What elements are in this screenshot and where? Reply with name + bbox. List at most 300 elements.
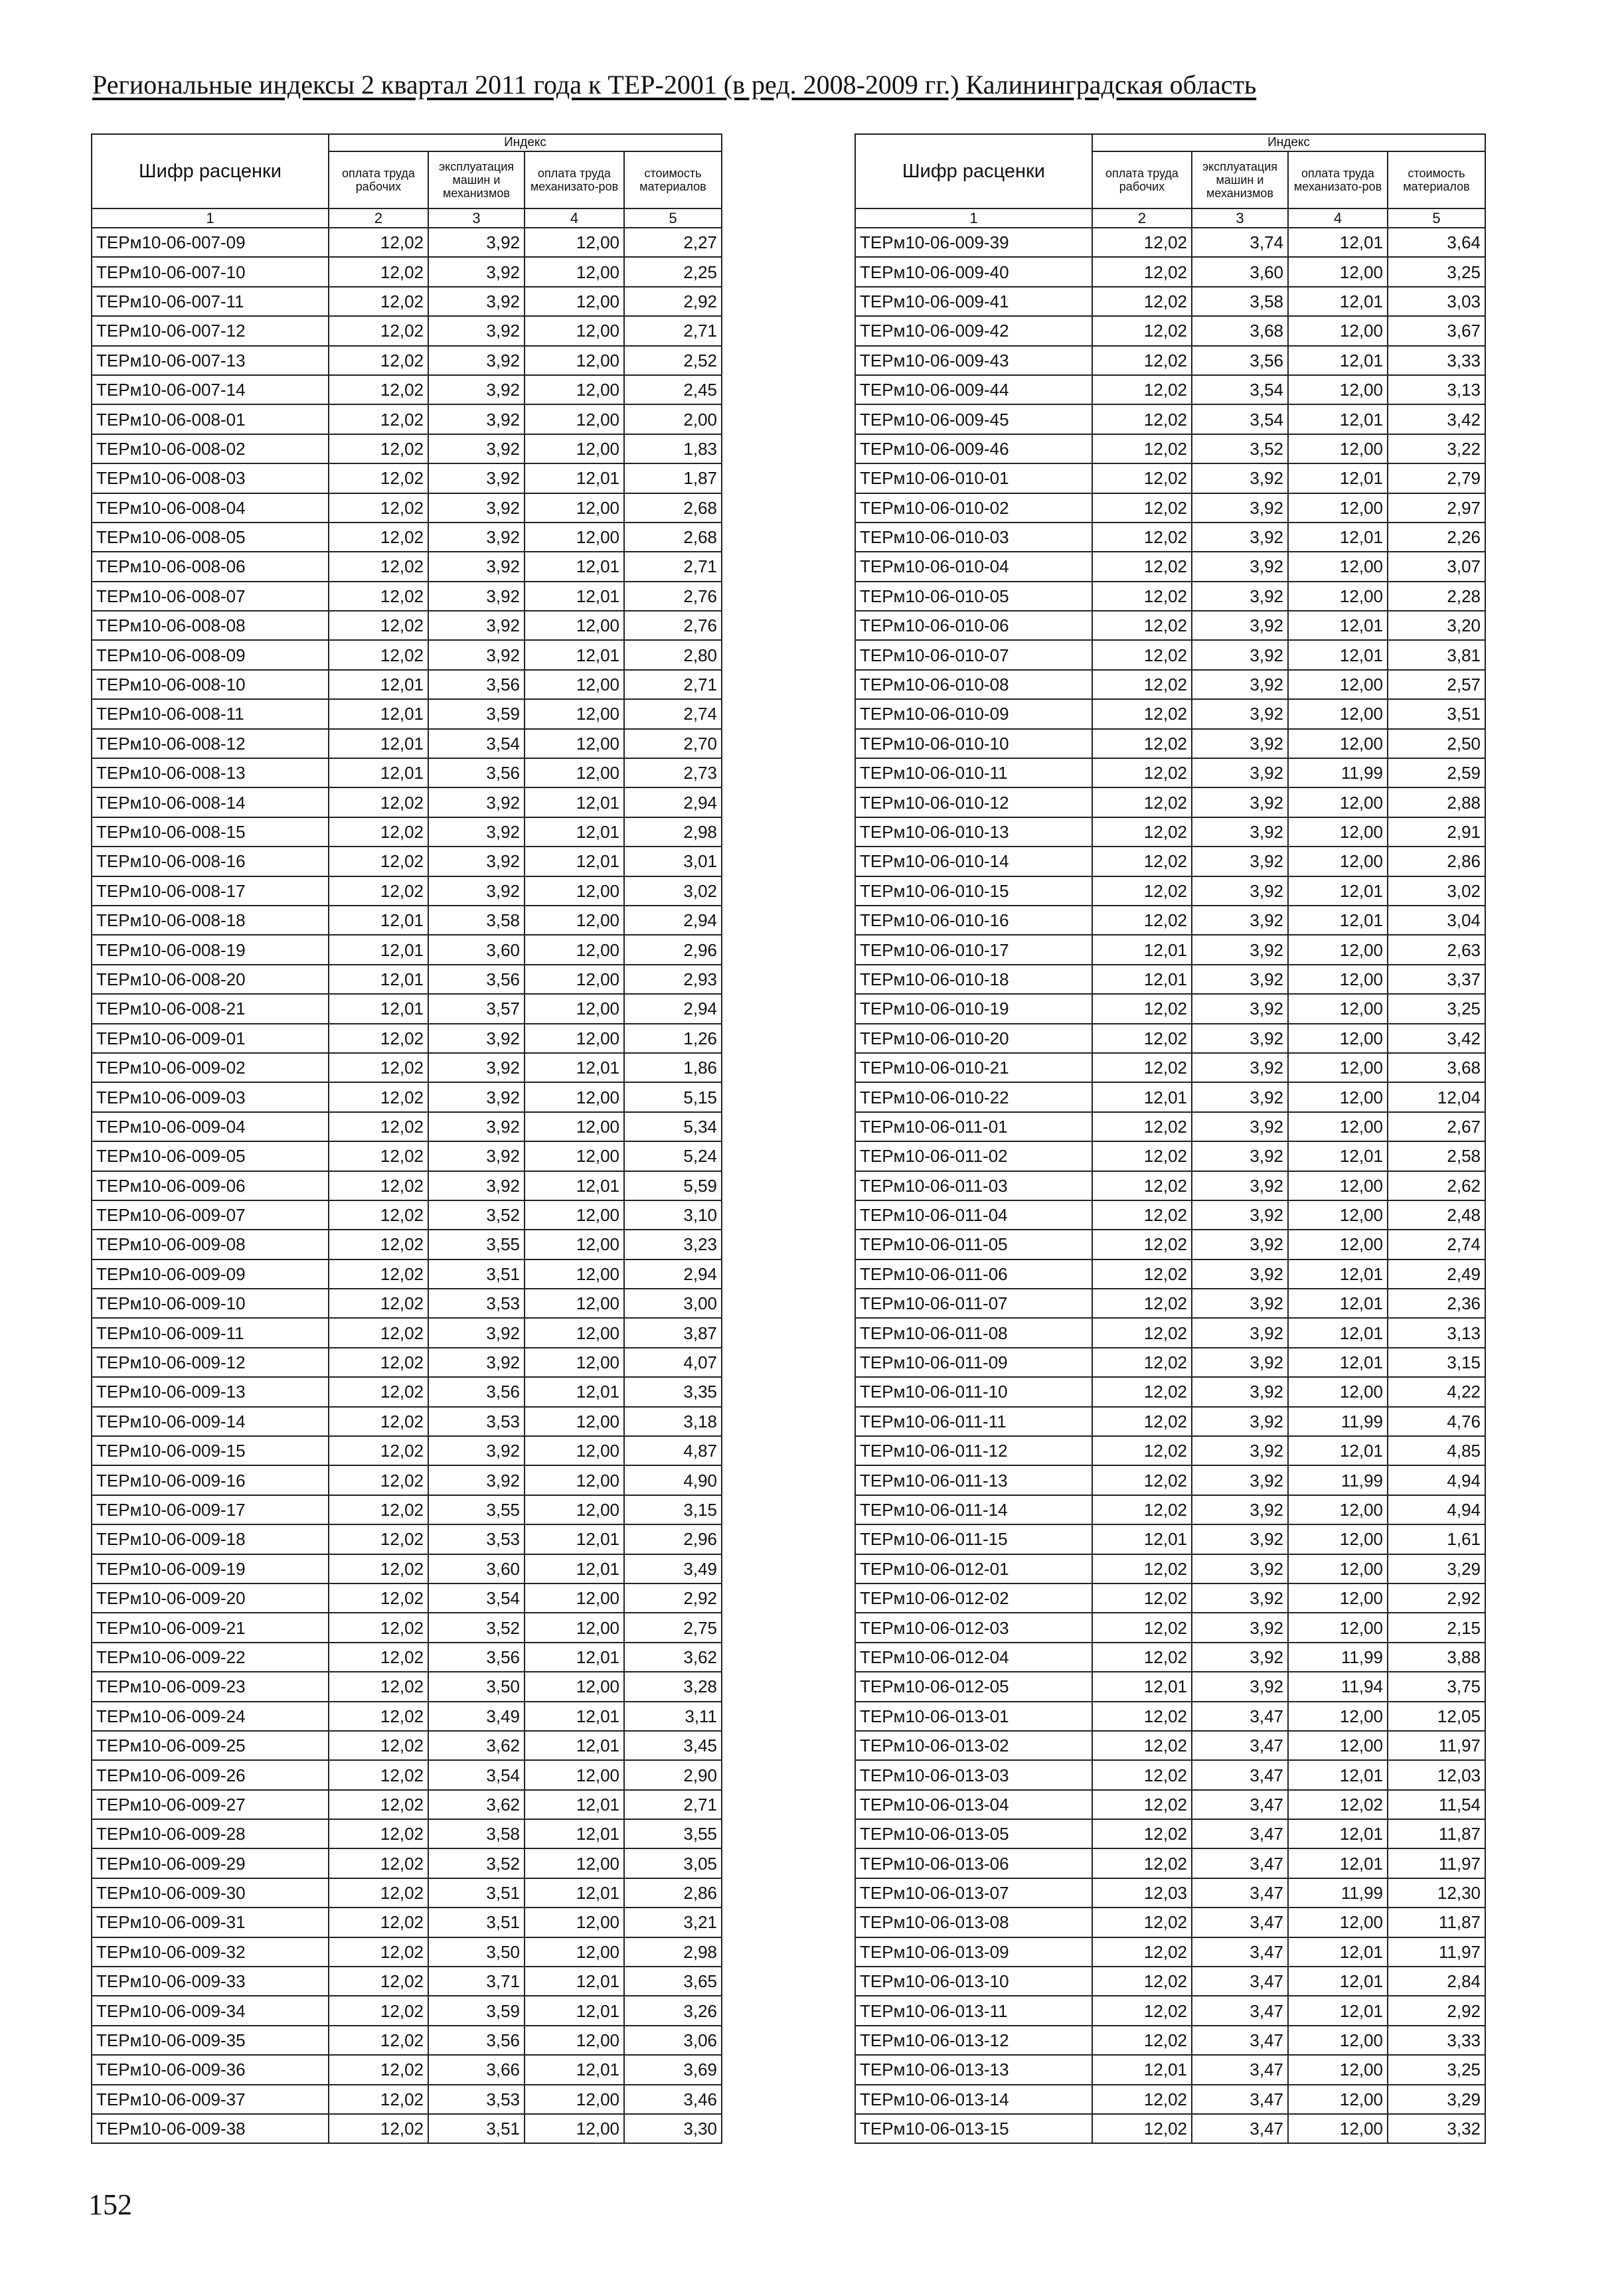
- mech-labor-index-cell: 12,01: [1288, 346, 1388, 375]
- header-cipher: Шифр расценки: [92, 134, 329, 208]
- table-row: [855, 1171, 1485, 1200]
- table-row: [92, 1996, 722, 2025]
- mech-labor-index-cell: 12,00: [1288, 729, 1388, 758]
- mech-labor-index-cell: 12,00: [1288, 552, 1388, 581]
- materials-index-cell: 3,18: [624, 1407, 722, 1436]
- rate-code-cell: ТЕРм10-06-009-11: [92, 1318, 329, 1347]
- materials-index-cell: 2,75: [624, 1613, 722, 1642]
- labor-index-cell: 12,02: [1092, 404, 1192, 434]
- rate-code-cell: ТЕРм10-06-009-03: [92, 1082, 329, 1111]
- labor-index-cell: 12,02: [1092, 1465, 1192, 1495]
- mech-labor-index-cell: 12,00: [1288, 1053, 1388, 1082]
- machines-index-cell: 3,92: [1192, 1289, 1288, 1318]
- mech-labor-index-cell: 12,00: [1288, 1112, 1388, 1141]
- mech-labor-index-cell: 12,00: [525, 1407, 624, 1436]
- mech-labor-index-cell: 12,01: [525, 1643, 624, 1672]
- mech-labor-index-cell: 12,00: [525, 906, 624, 935]
- rate-code-cell: ТЕРм10-06-011-05: [855, 1230, 1092, 1259]
- machines-index-cell: 3,92: [1192, 787, 1288, 817]
- materials-index-cell: 1,86: [624, 1053, 722, 1082]
- labor-index-cell: 12,02: [1092, 316, 1192, 345]
- table-row: [92, 1348, 722, 1377]
- rate-code-cell: ТЕРм10-06-009-20: [92, 1584, 329, 1613]
- mech-labor-index-cell: 12,00: [525, 404, 624, 434]
- rate-code-cell: ТЕРм10-06-012-05: [855, 1672, 1092, 1701]
- rate-code-cell: ТЕРм10-06-013-04: [855, 1790, 1092, 1819]
- document-title: Региональные индексы 2 квартал 2011 года к ТЕР-2001 (в ред. 2008-2009 гг.) Калининградская область: [92, 70, 1257, 100]
- table-row: [855, 906, 1485, 935]
- materials-index-cell: 2,57: [1388, 670, 1485, 699]
- labor-index-cell: 12,02: [1092, 1643, 1192, 1672]
- labor-index-cell: 12,02: [1092, 582, 1192, 611]
- materials-index-cell: 2,90: [624, 1760, 722, 1789]
- machines-index-cell: 3,47: [1192, 1790, 1288, 1819]
- rate-code-cell: ТЕРм10-06-008-21: [92, 994, 329, 1023]
- mech-labor-index-cell: 12,00: [525, 994, 624, 1023]
- rate-code-cell: ТЕРм10-06-010-13: [855, 817, 1092, 847]
- mech-labor-index-cell: 12,01: [1288, 640, 1388, 669]
- labor-index-cell: 12,01: [329, 965, 428, 994]
- table-row: [855, 1053, 1485, 1082]
- labor-index-cell: 12,02: [329, 257, 428, 286]
- rate-code-cell: ТЕРм10-06-010-11: [855, 758, 1092, 787]
- machines-index-cell: 3,71: [428, 1967, 525, 1996]
- rate-code-cell: ТЕРм10-06-009-44: [855, 375, 1092, 404]
- labor-index-cell: 12,01: [329, 670, 428, 699]
- labor-index-cell: 12,02: [329, 493, 428, 523]
- table-row: [855, 375, 1485, 404]
- rate-code-cell: ТЕРм10-06-013-02: [855, 1731, 1092, 1760]
- mech-labor-index-cell: 12,00: [525, 699, 624, 728]
- rate-code-cell: ТЕРм10-06-007-11: [92, 287, 329, 316]
- mech-labor-index-cell: 12,01: [525, 787, 624, 817]
- machines-index-cell: 3,92: [1192, 670, 1288, 699]
- machines-index-cell: 3,92: [1192, 699, 1288, 728]
- machines-index-cell: 3,58: [428, 906, 525, 935]
- materials-index-cell: 2,86: [624, 1878, 722, 1908]
- labor-index-cell: 12,02: [329, 316, 428, 345]
- machines-index-cell: 3,92: [428, 1141, 525, 1171]
- table-row: [855, 935, 1485, 964]
- machines-index-cell: 3,53: [428, 1524, 525, 1554]
- table-row: [92, 935, 722, 964]
- materials-index-cell: 2,58: [1388, 1141, 1485, 1171]
- table-row: [92, 1790, 722, 1819]
- machines-index-cell: 3,92: [1192, 552, 1288, 581]
- rate-code-cell: ТЕРм10-06-008-15: [92, 817, 329, 847]
- materials-index-cell: 3,45: [624, 1731, 722, 1760]
- rate-code-cell: ТЕРм10-06-011-06: [855, 1259, 1092, 1289]
- rate-code-cell: ТЕРм10-06-009-30: [92, 1878, 329, 1908]
- table-row: [855, 1348, 1485, 1377]
- machines-index-cell: 3,92: [1192, 876, 1288, 906]
- machines-index-cell: 3,92: [1192, 1584, 1288, 1613]
- table-row: [855, 699, 1485, 728]
- materials-index-cell: 3,07: [1388, 552, 1485, 581]
- mech-labor-index-cell: 12,01: [1288, 523, 1388, 552]
- machines-index-cell: 3,51: [428, 1908, 525, 1937]
- rate-code-cell: ТЕРм10-06-010-14: [855, 847, 1092, 876]
- mech-labor-index-cell: 12,00: [525, 346, 624, 375]
- machines-index-cell: 3,92: [428, 316, 525, 345]
- labor-index-cell: 12,02: [1092, 1819, 1192, 1848]
- mech-labor-index-cell: 12,01: [1288, 228, 1388, 257]
- table-row: [92, 876, 722, 906]
- mech-labor-index-cell: 12,00: [1288, 2114, 1388, 2143]
- labor-index-cell: 12,03: [1092, 1878, 1192, 1908]
- machines-index-cell: 3,57: [428, 994, 525, 1023]
- header-machines: эксплуатация машин и механизмов: [428, 151, 525, 208]
- rate-code-cell: ТЕРм10-06-010-07: [855, 640, 1092, 669]
- labor-index-cell: 12,02: [329, 1318, 428, 1347]
- materials-index-cell: 3,00: [624, 1289, 722, 1318]
- machines-index-cell: 3,92: [1192, 1465, 1288, 1495]
- mech-labor-index-cell: 12,00: [525, 1937, 624, 1967]
- machines-index-cell: 3,52: [428, 1613, 525, 1642]
- mech-labor-index-cell: 11,94: [1288, 1672, 1388, 1701]
- materials-index-cell: 2,71: [624, 316, 722, 345]
- rate-code-cell: ТЕРм10-06-010-06: [855, 611, 1092, 640]
- table-row: [92, 228, 722, 257]
- materials-index-cell: 4,94: [1388, 1495, 1485, 1524]
- table-row: [92, 1702, 722, 1731]
- materials-index-cell: 3,42: [1388, 404, 1485, 434]
- rate-code-cell: ТЕРм10-06-012-02: [855, 1584, 1092, 1613]
- labor-index-cell: 12,02: [1092, 346, 1192, 375]
- machines-index-cell: 3,92: [1192, 1407, 1288, 1436]
- materials-index-cell: 2,36: [1388, 1289, 1485, 1318]
- rate-code-cell: ТЕРм10-06-010-01: [855, 463, 1092, 493]
- mech-labor-index-cell: 12,00: [1288, 965, 1388, 994]
- mech-labor-index-cell: 12,00: [525, 1672, 624, 1701]
- mech-labor-index-cell: 12,00: [525, 1259, 624, 1289]
- rate-code-cell: ТЕРм10-06-009-08: [92, 1230, 329, 1259]
- mech-labor-index-cell: 12,00: [525, 1289, 624, 1318]
- labor-index-cell: 12,02: [1092, 1554, 1192, 1584]
- labor-index-cell: 12,02: [1092, 2026, 1192, 2055]
- rate-code-cell: ТЕРм10-06-007-14: [92, 375, 329, 404]
- materials-index-cell: 3,13: [1388, 375, 1485, 404]
- table-row: [855, 640, 1485, 669]
- materials-index-cell: 2,93: [624, 965, 722, 994]
- mech-labor-index-cell: 12,01: [1288, 1848, 1388, 1878]
- rate-code-cell: ТЕРм10-06-011-10: [855, 1377, 1092, 1406]
- rate-code-cell: ТЕРм10-06-009-24: [92, 1702, 329, 1731]
- machines-index-cell: 3,92: [1192, 1348, 1288, 1377]
- rate-code-cell: ТЕРм10-06-008-02: [92, 434, 329, 463]
- table-row: [855, 1731, 1485, 1760]
- materials-index-cell: 2,92: [1388, 1996, 1485, 2025]
- mech-labor-index-cell: 12,01: [525, 847, 624, 876]
- machines-index-cell: 3,92: [428, 404, 525, 434]
- rate-code-cell: ТЕРм10-06-010-03: [855, 523, 1092, 552]
- rate-code-cell: ТЕРм10-06-012-01: [855, 1554, 1092, 1584]
- machines-index-cell: 3,47: [1192, 2026, 1288, 2055]
- table-row: [92, 1819, 722, 1848]
- materials-index-cell: 1,83: [624, 434, 722, 463]
- rate-code-cell: ТЕРм10-06-009-31: [92, 1908, 329, 1937]
- rate-code-cell: ТЕРм10-06-013-05: [855, 1819, 1092, 1848]
- rate-code-cell: ТЕРм10-06-009-38: [92, 2114, 329, 2143]
- machines-index-cell: 3,92: [428, 1024, 525, 1053]
- rate-code-cell: ТЕРм10-06-010-21: [855, 1053, 1092, 1082]
- materials-index-cell: 3,13: [1388, 1318, 1485, 1347]
- mech-labor-index-cell: 12,00: [1288, 316, 1388, 345]
- rate-code-cell: ТЕРм10-06-009-06: [92, 1171, 329, 1200]
- labor-index-cell: 12,02: [1092, 1584, 1192, 1613]
- machines-index-cell: 3,51: [428, 1259, 525, 1289]
- column-number: 5: [624, 208, 722, 228]
- table-row: [855, 1524, 1485, 1554]
- machines-index-cell: 3,47: [1192, 1819, 1288, 1848]
- table-row: [92, 404, 722, 434]
- materials-index-cell: 2,97: [1388, 493, 1485, 523]
- mech-labor-index-cell: 12,01: [525, 552, 624, 581]
- rate-code-cell: ТЕРм10-06-010-19: [855, 994, 1092, 1023]
- mech-labor-index-cell: 12,00: [525, 493, 624, 523]
- materials-index-cell: 3,20: [1388, 611, 1485, 640]
- table-row: [92, 1112, 722, 1141]
- materials-index-cell: 3,67: [1388, 316, 1485, 345]
- table-row: [92, 2026, 722, 2055]
- labor-index-cell: 12,02: [1092, 611, 1192, 640]
- table-row: [92, 493, 722, 523]
- materials-index-cell: 2,67: [1388, 1112, 1485, 1141]
- materials-index-cell: 4,22: [1388, 1377, 1485, 1406]
- labor-index-cell: 12,02: [329, 1141, 428, 1171]
- table-row: [855, 1790, 1485, 1819]
- table-row: [92, 1465, 722, 1495]
- labor-index-cell: 12,02: [1092, 670, 1192, 699]
- labor-index-cell: 12,02: [329, 640, 428, 669]
- rate-code-cell: ТЕРм10-06-008-12: [92, 729, 329, 758]
- table-row: [855, 316, 1485, 345]
- rate-code-cell: ТЕРм10-06-013-11: [855, 1996, 1092, 2025]
- materials-index-cell: 3,04: [1388, 906, 1485, 935]
- labor-index-cell: 12,02: [1092, 1613, 1192, 1642]
- header-labor: оплата труда рабочих: [329, 151, 428, 208]
- materials-index-cell: 3,05: [624, 1848, 722, 1878]
- labor-index-cell: 12,02: [1092, 493, 1192, 523]
- mech-labor-index-cell: 12,01: [1288, 1348, 1388, 1377]
- rate-code-cell: ТЕРм10-06-009-37: [92, 2085, 329, 2114]
- machines-index-cell: 3,47: [1192, 2055, 1288, 2084]
- mech-labor-index-cell: 12,00: [525, 758, 624, 787]
- labor-index-cell: 12,02: [329, 2026, 428, 2055]
- labor-index-cell: 12,02: [329, 346, 428, 375]
- machines-index-cell: 3,92: [1192, 1024, 1288, 1053]
- table-row: [855, 2055, 1485, 2084]
- table-row: [855, 1495, 1485, 1524]
- table-row: [92, 287, 722, 316]
- machines-index-cell: 3,92: [1192, 1524, 1288, 1554]
- mech-labor-index-cell: 12,01: [1288, 1819, 1388, 1848]
- mech-labor-index-cell: 12,00: [525, 1200, 624, 1230]
- labor-index-cell: 12,02: [1092, 1908, 1192, 1937]
- materials-index-cell: 3,21: [624, 1908, 722, 1937]
- table-row: [92, 1259, 722, 1289]
- materials-index-cell: 4,76: [1388, 1407, 1485, 1436]
- materials-index-cell: 12,30: [1388, 1878, 1485, 1908]
- materials-index-cell: 3,42: [1388, 1024, 1485, 1053]
- rate-code-cell: ТЕРм10-06-011-08: [855, 1318, 1092, 1347]
- table-row: [855, 346, 1485, 375]
- materials-index-cell: 3,46: [624, 2085, 722, 2114]
- rate-code-cell: ТЕРм10-06-009-45: [855, 404, 1092, 434]
- materials-index-cell: 2,94: [624, 787, 722, 817]
- table-row: [92, 1024, 722, 1053]
- mech-labor-index-cell: 11,99: [1288, 1878, 1388, 1908]
- machines-index-cell: 3,92: [1192, 994, 1288, 1023]
- mech-labor-index-cell: 12,00: [1288, 994, 1388, 1023]
- rate-code-cell: ТЕРм10-06-009-35: [92, 2026, 329, 2055]
- page-number: 152: [88, 2188, 132, 2221]
- table-row: [92, 1289, 722, 1318]
- rate-code-cell: ТЕРм10-06-009-27: [92, 1790, 329, 1819]
- table-row: [92, 1082, 722, 1111]
- rate-code-cell: ТЕРм10-06-011-04: [855, 1200, 1092, 1230]
- materials-index-cell: 3,81: [1388, 640, 1485, 669]
- rate-code-cell: ТЕРм10-06-008-14: [92, 787, 329, 817]
- table-row: [92, 523, 722, 552]
- table-row: [92, 434, 722, 463]
- rate-code-cell: ТЕРм10-06-009-01: [92, 1024, 329, 1053]
- column-number: 2: [329, 208, 428, 228]
- column-number: 1: [855, 208, 1092, 228]
- materials-index-cell: 2,74: [1388, 1230, 1485, 1259]
- mech-labor-index-cell: 12,00: [525, 729, 624, 758]
- materials-index-cell: 2,00: [624, 404, 722, 434]
- labor-index-cell: 12,02: [1092, 2114, 1192, 2143]
- labor-index-cell: 12,02: [329, 1082, 428, 1111]
- mech-labor-index-cell: 12,00: [525, 316, 624, 345]
- mech-labor-index-cell: 12,00: [525, 1848, 624, 1878]
- mech-labor-index-cell: 12,00: [525, 1495, 624, 1524]
- machines-index-cell: 3,56: [428, 670, 525, 699]
- table-row: [855, 1141, 1485, 1171]
- rate-code-cell: ТЕРм10-06-010-04: [855, 552, 1092, 581]
- mech-labor-index-cell: 12,00: [525, 1112, 624, 1141]
- labor-index-cell: 12,02: [329, 287, 428, 316]
- machines-index-cell: 3,92: [1192, 1377, 1288, 1406]
- machines-index-cell: 3,60: [428, 1554, 525, 1584]
- machines-index-cell: 3,47: [1192, 1848, 1288, 1878]
- materials-index-cell: 4,94: [1388, 1465, 1485, 1495]
- table-row: [92, 1141, 722, 1171]
- mech-labor-index-cell: 12,00: [525, 287, 624, 316]
- materials-index-cell: 2,74: [624, 699, 722, 728]
- rate-code-cell: ТЕРм10-06-008-17: [92, 876, 329, 906]
- materials-index-cell: 3,06: [624, 2026, 722, 2055]
- rate-code-cell: ТЕРм10-06-013-08: [855, 1908, 1092, 1937]
- rate-code-cell: ТЕРм10-06-013-09: [855, 1937, 1092, 1967]
- labor-index-cell: 12,02: [329, 1996, 428, 2025]
- mech-labor-index-cell: 12,00: [1288, 2055, 1388, 2084]
- mech-labor-index-cell: 12,00: [1288, 1554, 1388, 1584]
- labor-index-cell: 12,01: [329, 935, 428, 964]
- mech-labor-index-cell: 12,00: [525, 375, 624, 404]
- labor-index-cell: 12,02: [1092, 1348, 1192, 1377]
- mech-labor-index-cell: 12,00: [1288, 1731, 1388, 1760]
- table-row: [855, 1672, 1485, 1701]
- rate-code-cell: ТЕРм10-06-009-32: [92, 1937, 329, 1967]
- mech-labor-index-cell: 12,01: [525, 2055, 624, 2084]
- table-row: [855, 1848, 1485, 1878]
- labor-index-cell: 12,02: [329, 1200, 428, 1230]
- rate-code-cell: ТЕРм10-06-013-15: [855, 2114, 1092, 2143]
- mech-labor-index-cell: 12,00: [1288, 1200, 1388, 1230]
- labor-index-cell: 12,02: [1092, 1760, 1192, 1789]
- column-number: 2: [1092, 208, 1192, 228]
- machines-index-cell: 3,92: [1192, 758, 1288, 787]
- labor-index-cell: 12,01: [329, 758, 428, 787]
- mech-labor-index-cell: 12,01: [1288, 404, 1388, 434]
- labor-index-cell: 12,02: [1092, 1731, 1192, 1760]
- header-index: Индекс: [1092, 134, 1485, 151]
- table-row: [855, 228, 1485, 257]
- machines-index-cell: 3,92: [428, 493, 525, 523]
- mech-labor-index-cell: 12,01: [525, 1554, 624, 1584]
- table-row: [92, 758, 722, 787]
- materials-index-cell: 2,98: [624, 817, 722, 847]
- mech-labor-index-cell: 12,00: [1288, 2026, 1388, 2055]
- materials-index-cell: 2,86: [1388, 847, 1485, 876]
- labor-index-cell: 12,01: [329, 699, 428, 728]
- rate-code-cell: ТЕРм10-06-011-12: [855, 1436, 1092, 1465]
- materials-index-cell: 2,96: [624, 1524, 722, 1554]
- labor-index-cell: 12,02: [1092, 1702, 1192, 1731]
- labor-index-cell: 12,02: [329, 1436, 428, 1465]
- mech-labor-index-cell: 12,01: [525, 1702, 624, 1731]
- machines-index-cell: 3,92: [428, 523, 525, 552]
- mech-labor-index-cell: 12,01: [525, 1524, 624, 1554]
- labor-index-cell: 12,02: [329, 552, 428, 581]
- labor-index-cell: 12,01: [1092, 965, 1192, 994]
- rate-code-cell: ТЕРм10-06-009-19: [92, 1554, 329, 1584]
- table-row: [92, 1230, 722, 1259]
- materials-index-cell: 2,79: [1388, 463, 1485, 493]
- rate-code-cell: ТЕРм10-06-011-03: [855, 1171, 1092, 1200]
- machines-index-cell: 3,58: [428, 1819, 525, 1848]
- labor-index-cell: 12,02: [329, 434, 428, 463]
- rate-code-cell: ТЕРм10-06-007-12: [92, 316, 329, 345]
- header-mech-labor: оплата труда механизато-ров: [1288, 151, 1388, 208]
- mech-labor-index-cell: 12,01: [525, 1819, 624, 1848]
- rate-code-cell: ТЕРм10-06-010-15: [855, 876, 1092, 906]
- rate-code-cell: ТЕРм10-06-009-09: [92, 1259, 329, 1289]
- mech-labor-index-cell: 12,01: [525, 1171, 624, 1200]
- labor-index-cell: 12,02: [329, 2055, 428, 2084]
- labor-index-cell: 12,02: [329, 1377, 428, 1406]
- table-row: [92, 611, 722, 640]
- labor-index-cell: 12,02: [1092, 1112, 1192, 1141]
- labor-index-cell: 12,02: [1092, 699, 1192, 728]
- materials-index-cell: 2,59: [1388, 758, 1485, 787]
- header-materials: стоимость материалов: [624, 151, 722, 208]
- rate-code-cell: ТЕРм10-06-008-18: [92, 906, 329, 935]
- materials-index-cell: 3,15: [1388, 1348, 1485, 1377]
- materials-index-cell: 2,94: [624, 906, 722, 935]
- materials-index-cell: 3,29: [1388, 1554, 1485, 1584]
- labor-index-cell: 12,02: [1092, 1318, 1192, 1347]
- materials-index-cell: 4,85: [1388, 1436, 1485, 1465]
- table-row: [855, 2114, 1485, 2143]
- table-row: [92, 906, 722, 935]
- materials-index-cell: 2,76: [624, 582, 722, 611]
- rate-code-cell: ТЕРм10-06-010-12: [855, 787, 1092, 817]
- machines-index-cell: 3,54: [428, 729, 525, 758]
- table-row: [92, 346, 722, 375]
